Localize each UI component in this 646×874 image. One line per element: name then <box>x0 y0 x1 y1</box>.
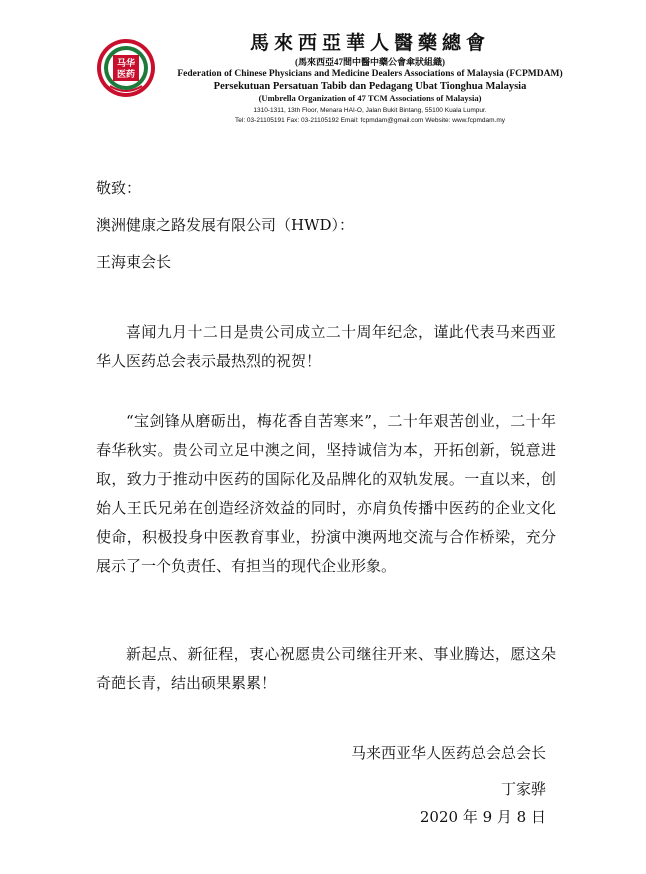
paragraph-text: 喜闻九月十二日是贵公司成立二十周年纪念，谨此代表马来西亚华人医药总会表示最热烈的祝贺！ <box>96 323 556 370</box>
signature-name: 丁家骅 <box>500 780 546 798</box>
organization-seal-logo <box>96 38 156 98</box>
letterhead-text <box>160 32 580 125</box>
svg-text:医药: 医药 <box>116 70 136 80</box>
recipient-company: 澳洲健康之路发展有限公司（HWD）： <box>96 216 355 234</box>
org-name-chinese: 馬來西亞華人醫藥總會 <box>249 33 490 54</box>
paragraph-text: 新起点、新征程，衷心祝愿贵公司继往开来、事业腾达，愿这朵奇葩长青，结出硕果累累！ <box>96 645 556 692</box>
svg-text:马华: 马华 <box>116 59 136 69</box>
signature-date: 2020 年 9 月 8 日 <box>419 808 546 826</box>
paragraph-3 <box>96 640 556 698</box>
recipient-person: 王海東会长 <box>96 253 172 271</box>
paragraph-text: “宝剑锋从磨砺出，梅花香自苦寒来”，二十年艰苦创业，二十年春华秋实。贵公司立足中澳之间，坚持诚信为本，开拓创新，锐意进取，致力于推动中医药的国际化及品牌化的双轨发展。一直以来，创始人王氏兄弟在创造经济效益的同时，亦肩负传播中医药的企业文化使命，积极投身中医教育事业，扮演中澳两地交流与合作桥梁，充分展示了一个负责任、有担当的现代企业形象。 <box>96 412 556 575</box>
org-subtitle-chinese: (馬來西亞47間中醫中藥公會傘狀組織) <box>295 57 445 67</box>
org-umbrella-note: (Umbrella Organization of 47 TCM Associations of Malaysia) <box>258 93 482 103</box>
letterhead <box>0 0 646 130</box>
signature-org-title: 马来西亚华人医药总会总会长 <box>350 744 546 762</box>
org-contact: Tel: 03-21105191 Fax: 03-21105192 Email: fcpmdam@gmail.com Website: www.fcpmdam.my <box>235 117 505 124</box>
org-address: 1310-1311, 13th Floor, Menara HAI-O, Jalan Bukit Bintang, 55100 Kuala Lumpur. <box>253 107 487 114</box>
greeting: 敬致： <box>96 179 142 197</box>
seal-emblem-icon <box>96 38 156 98</box>
org-name-malay: Persekutuan Persatuan Tabib dan Pedagang Ubat Tionghua Malaysia <box>213 81 527 92</box>
paragraph-1 <box>96 318 556 376</box>
org-name-english: Federation of Chinese Physicians and Medicine Dealers Associations of Malaysia (FCPMDAM) <box>177 69 563 79</box>
paragraph-2 <box>96 407 556 581</box>
